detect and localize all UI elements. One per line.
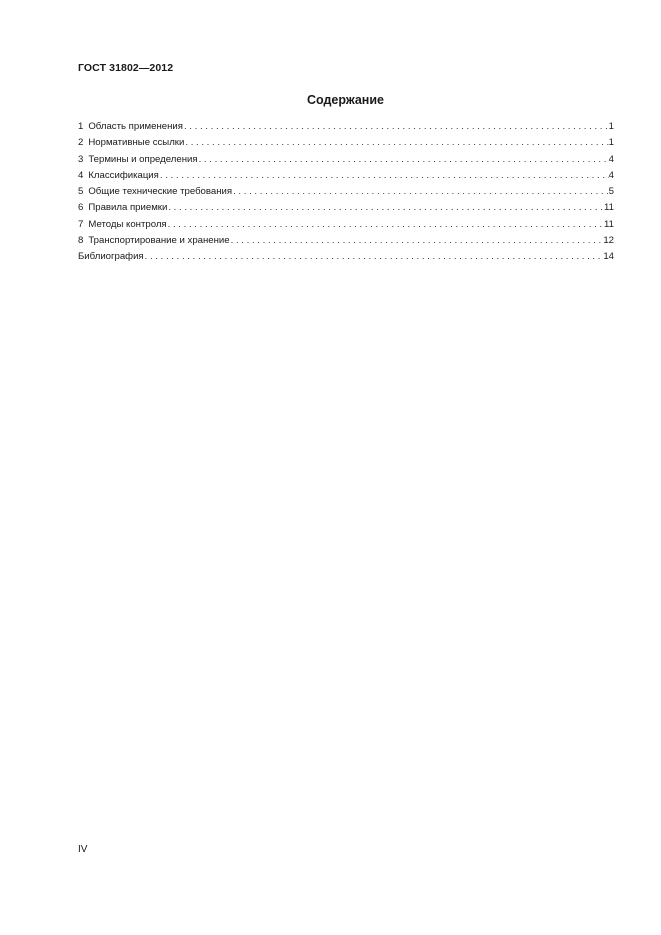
toc-item-page: 14	[603, 251, 614, 263]
toc-item[interactable]	[78, 184, 614, 200]
toc-item-page: 1	[608, 121, 614, 132]
toc-item[interactable]	[78, 152, 614, 168]
document-code: ГОСТ 31802—2012	[78, 62, 174, 74]
table-of-contents	[78, 119, 614, 266]
toc-item[interactable]	[78, 119, 614, 135]
toc-item-label: Термины и определения	[88, 153, 198, 165]
toc-item-page: 1	[608, 137, 614, 149]
toc-item[interactable]	[78, 233, 614, 249]
toc-leader-dots	[230, 233, 604, 249]
toc-item-label: Классификация	[88, 169, 159, 181]
toc-item-page: 4	[608, 153, 614, 165]
toc-leader-dots	[159, 168, 609, 184]
toc-item-page: 11	[604, 218, 614, 230]
toc-item-number: 4	[78, 169, 84, 181]
toc-item-number: 3	[78, 153, 84, 165]
toc-leader-dots	[167, 217, 604, 233]
toc-item-number: 1	[78, 121, 84, 132]
toc-item-label: Общие технические требования	[88, 186, 233, 198]
toc-item-number: 6	[78, 202, 84, 214]
toc-leader-dots	[183, 119, 609, 135]
toc-item-label: Область применения	[88, 121, 183, 132]
toc-item[interactable]	[78, 168, 614, 184]
toc-item-label: Библиография	[78, 251, 144, 263]
toc-title: Содержание	[306, 93, 384, 107]
toc-item-label: Транспортирование и хранение	[88, 235, 230, 247]
toc-item-number: 2	[78, 137, 84, 149]
toc-item-page: 12	[603, 235, 614, 247]
toc-item-page: 11	[604, 202, 614, 214]
toc-item[interactable]	[78, 135, 614, 151]
toc-item-page: 5	[608, 186, 614, 198]
toc-item-number: 8	[78, 235, 84, 247]
toc-item-label: Нормативные ссылки	[88, 137, 185, 149]
toc-leader-dots	[167, 200, 604, 216]
toc-item-number: 5	[78, 186, 84, 198]
toc-item-number: 7	[78, 218, 84, 230]
toc-item[interactable]	[78, 217, 614, 233]
toc-item-page: 4	[608, 169, 614, 181]
toc-leader-dots	[232, 184, 609, 200]
page-number: IV	[78, 844, 88, 855]
toc-leader-dots	[184, 135, 608, 151]
toc-item-label: Правила приемки	[88, 202, 168, 214]
toc-leader-dots	[144, 249, 604, 265]
toc-item-label: Методы контроля	[88, 218, 167, 230]
toc-leader-dots	[198, 152, 609, 168]
toc-item-bibliography[interactable]	[78, 249, 614, 265]
toc-item[interactable]	[78, 200, 614, 216]
